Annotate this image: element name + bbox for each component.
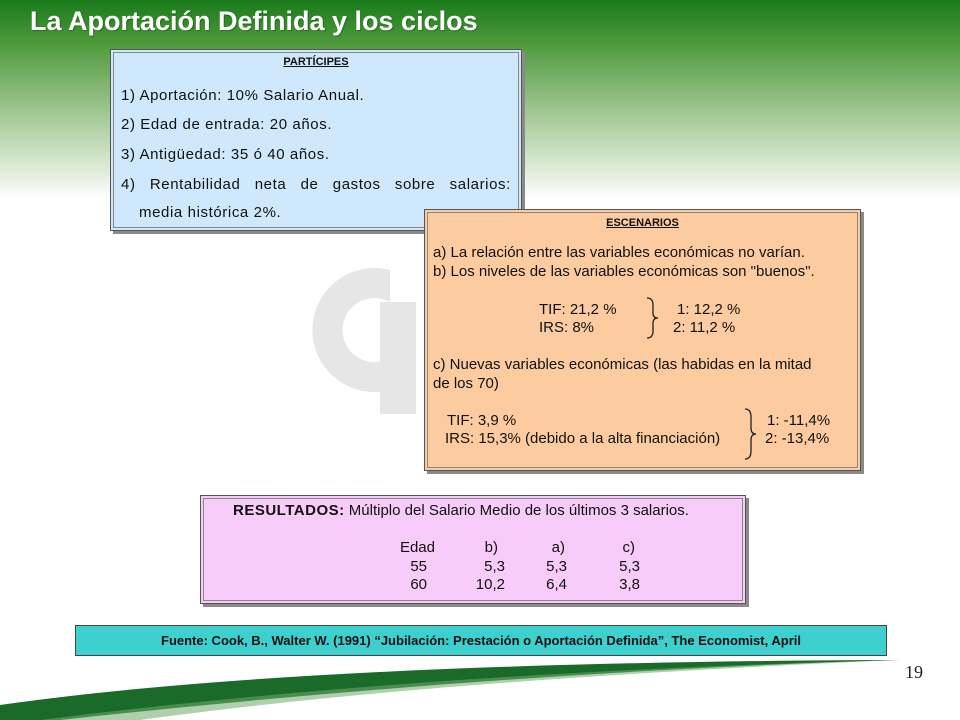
item4-word: Rentabilidad bbox=[149, 176, 241, 193]
participes-item-4-continuation: media histórica 2%. bbox=[139, 204, 282, 221]
table-cell: 55 bbox=[410, 558, 427, 575]
table-header: b) bbox=[484, 539, 498, 556]
decorative-swoosh bbox=[0, 650, 960, 720]
escenarios-box bbox=[424, 209, 861, 471]
participes-heading: PARTÍCIPES bbox=[283, 56, 349, 68]
table-header: Edad bbox=[399, 539, 435, 556]
set2-r2: 2: -13,4% bbox=[765, 430, 830, 447]
escenario-c-line1: c) Nuevas variables económicas (las habidas en la mitad bbox=[433, 356, 812, 373]
participes-box bbox=[110, 49, 522, 231]
item4-word: gastos bbox=[332, 176, 381, 193]
set2-irs: IRS: 15,3% (debido a la alta financiación) bbox=[445, 430, 721, 447]
item4-word: neta bbox=[254, 176, 287, 193]
table-cell: 5,3 bbox=[619, 558, 640, 575]
resultados-heading bbox=[233, 502, 689, 519]
page-number: 19 bbox=[905, 662, 923, 682]
set1-r2: 2: 11,2 % bbox=[673, 319, 736, 336]
source-citation: Fuente: Cook, B., Walter W. (1991) “Jubilación: Prestación o Aportación Definida”, The Economist, April bbox=[75, 625, 887, 656]
participes-item-1: 1) Aportación: 10% Salario Anual. bbox=[121, 87, 365, 104]
set1-tif: TIF: 21,2 % bbox=[539, 301, 617, 318]
table-cell: 10,2 bbox=[475, 576, 505, 593]
table-cell: 3,8 bbox=[619, 576, 640, 593]
table-header: c) bbox=[622, 539, 635, 556]
table-cell: 60 bbox=[410, 576, 427, 593]
resultados-box bbox=[200, 495, 746, 604]
brace-icon bbox=[645, 297, 659, 339]
table-cell: 5,3 bbox=[484, 558, 505, 575]
table-header: a) bbox=[551, 539, 565, 556]
table-cell: 5,3 bbox=[546, 558, 567, 575]
participes-item-4 bbox=[121, 176, 511, 193]
resultados-label: RESULTADOS: bbox=[233, 502, 345, 519]
set2-tif: TIF: 3,9 % bbox=[447, 412, 517, 429]
slide-title: La Aportación Definida y los ciclos bbox=[30, 6, 478, 36]
set1-r1: 1: 12,2 % bbox=[677, 301, 741, 318]
item4-word: 4) bbox=[121, 176, 136, 193]
set1-irs: IRS: 8% bbox=[539, 319, 595, 336]
item4-word: de bbox=[300, 176, 319, 193]
escenarios-heading: ESCENARIOS bbox=[606, 217, 679, 229]
resultados-description: Múltiplo del Salario Medio de los últimos 3 salarios. bbox=[348, 502, 689, 519]
set2-r1: 1: -11,4% bbox=[767, 412, 831, 429]
participes-item-3: 3) Antigüedad: 35 ó 40 años. bbox=[121, 146, 330, 163]
participes-item-2: 2) Edad de entrada: 20 años. bbox=[121, 116, 333, 133]
escenario-b: b) Los niveles de las variables económicas son "buenos". bbox=[433, 263, 815, 280]
table-cell: 6,4 bbox=[546, 576, 567, 593]
brace-icon bbox=[743, 408, 757, 460]
item4-word: sobre bbox=[394, 176, 436, 193]
item4-word: salarios: bbox=[449, 176, 511, 193]
escenario-c-line2: de los 70) bbox=[433, 375, 499, 392]
escenario-a: a) La relación entre las variables económicas no varían. bbox=[433, 244, 805, 261]
